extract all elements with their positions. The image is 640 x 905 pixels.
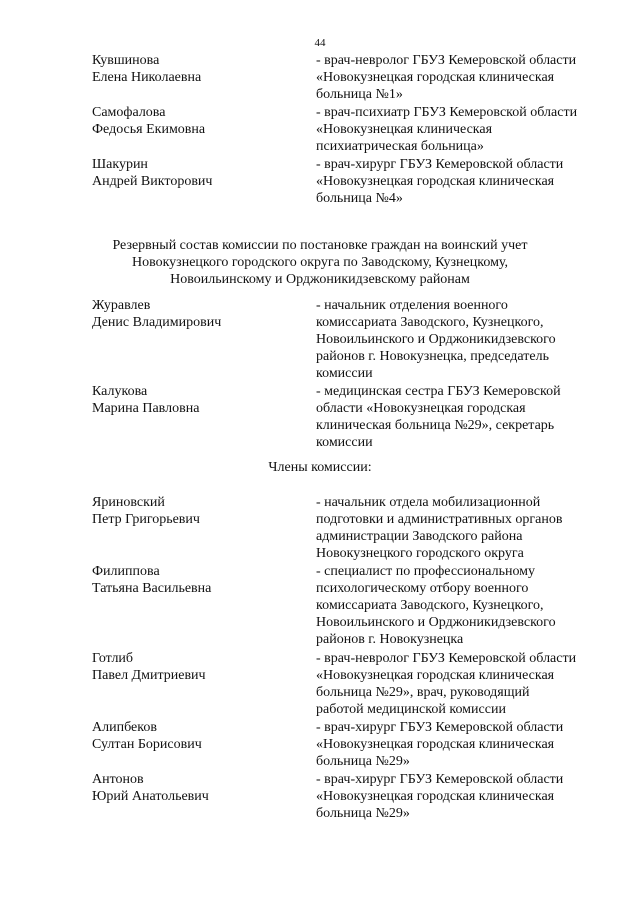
role-line: «Новокузнецкая городская клиническая [316,174,555,189]
role-line: комиссариата Заводского, Кузнецкого, [316,598,544,613]
member-name [92,52,312,86]
role-line: «Новокузнецкая городская клиническая [316,70,555,85]
heading-line: Новокузнецкого городского округа по Заводскому, Кузнецкому, [131,255,509,270]
member-surname: Кувшинова [92,53,160,68]
member-name [92,104,312,138]
member-given-name: Андрей Викторович [92,174,213,189]
role-line: - врач-хирург ГБУЗ Кемеровской области [316,157,564,172]
role-line: области «Новокузнецкая городская [316,401,526,416]
member-given-name: Петр Григорьевич [92,512,200,527]
member-role [316,650,616,718]
role-line: психиатрическая больница» [316,139,484,154]
reserve-heading [0,237,640,288]
role-line: Новоильинского и Орджоникидзевского [316,615,556,630]
member-surname: Филиппова [92,564,160,579]
member-name [92,719,312,753]
member-given-name: Татьяна Васильевна [92,581,212,596]
role-line: - врач-хирург ГБУЗ Кемеровской области [316,772,564,787]
heading-line: Резервный состав комиссии по постановке граждан на воинский учет [112,238,528,253]
member-given-name: Денис Владимирович [92,315,222,330]
member-role [316,383,616,451]
role-line: подготовки и административных органов [316,512,563,527]
role-line: «Новокузнецкая городская клиническая [316,668,555,683]
member-role [316,297,616,382]
member-name [92,563,312,597]
member-given-name: Федосья Екимовна [92,122,206,137]
member-name [92,297,312,331]
member-role [316,771,616,822]
role-line: комиссии [316,435,373,450]
role-line: Новокузнецкого городского округа [316,546,524,561]
role-line: «Новокузнецкая городская клиническая [316,737,555,752]
role-line: больница №4» [316,191,403,206]
member-role [316,719,616,770]
role-line: районов г. Новокузнецка [316,632,464,647]
role-line: - специалист по профессиональному [316,564,536,579]
member-name [92,383,312,417]
role-line: больница №29» [316,754,410,769]
member-given-name: Юрий Анатольевич [92,789,209,804]
member-name [92,494,312,528]
member-role [316,156,616,207]
member-role [316,52,616,103]
role-line: работой медицинской комиссии [316,702,506,717]
role-line: «Новокузнецкая городская клиническая [316,789,555,804]
member-given-name: Султан Борисович [92,737,202,752]
member-surname: Готлиб [92,651,134,666]
member-surname: Журавлев [92,298,151,313]
role-line: - начальник отдела мобилизационной [316,495,541,510]
role-line: - врач-хирург ГБУЗ Кемеровской области [316,720,564,735]
role-line: - врач-невролог ГБУЗ Кемеровской области [316,53,577,68]
member-name [92,650,312,684]
role-line: - врач-психиатр ГБУЗ Кемеровской области [316,105,578,120]
role-line: клиническая больница №29», секретарь [316,418,555,433]
member-surname: Антонов [92,772,144,787]
member-surname: Калукова [92,384,148,399]
role-line: Новоильинского и Орджоникидзевского [316,332,556,347]
member-surname: Яриновский [92,495,165,510]
role-line: районов г. Новокузнецка, председатель [316,349,549,364]
role-line: комиссии [316,366,373,381]
member-role [316,563,616,648]
member-role [316,494,616,562]
member-surname: Шакурин [92,157,148,172]
role-line: больница №29», врач, руководящий [316,685,530,700]
role-line: больница №1» [316,87,403,102]
role-line: больница №29» [316,806,410,821]
member-role [316,104,616,155]
role-line: «Новокузнецкая клиническая [316,122,493,137]
member-name [92,156,312,190]
member-given-name: Елена Николаевна [92,70,202,85]
member-surname: Самофалова [92,105,166,120]
role-line: - врач-невролог ГБУЗ Кемеровской области [316,651,577,666]
page-number: 44 [314,37,326,49]
member-given-name: Павел Дмитриевич [92,668,206,683]
heading-line: Новоильинскому и Орджоникидзевскому районам [170,272,470,287]
member-given-name: Марина Павловна [92,401,200,416]
role-line: психологическому отбору военного [316,581,529,596]
role-line: комиссариата Заводского, Кузнецкого, [316,315,544,330]
member-surname: Алипбеков [92,720,157,735]
role-line: - медицинская сестра ГБУЗ Кемеровской [316,384,561,399]
member-name [92,771,312,805]
role-line: администрации Заводского района [316,529,523,544]
role-line: - начальник отделения военного [316,298,508,313]
members-heading: Члены комиссии: [268,460,372,475]
